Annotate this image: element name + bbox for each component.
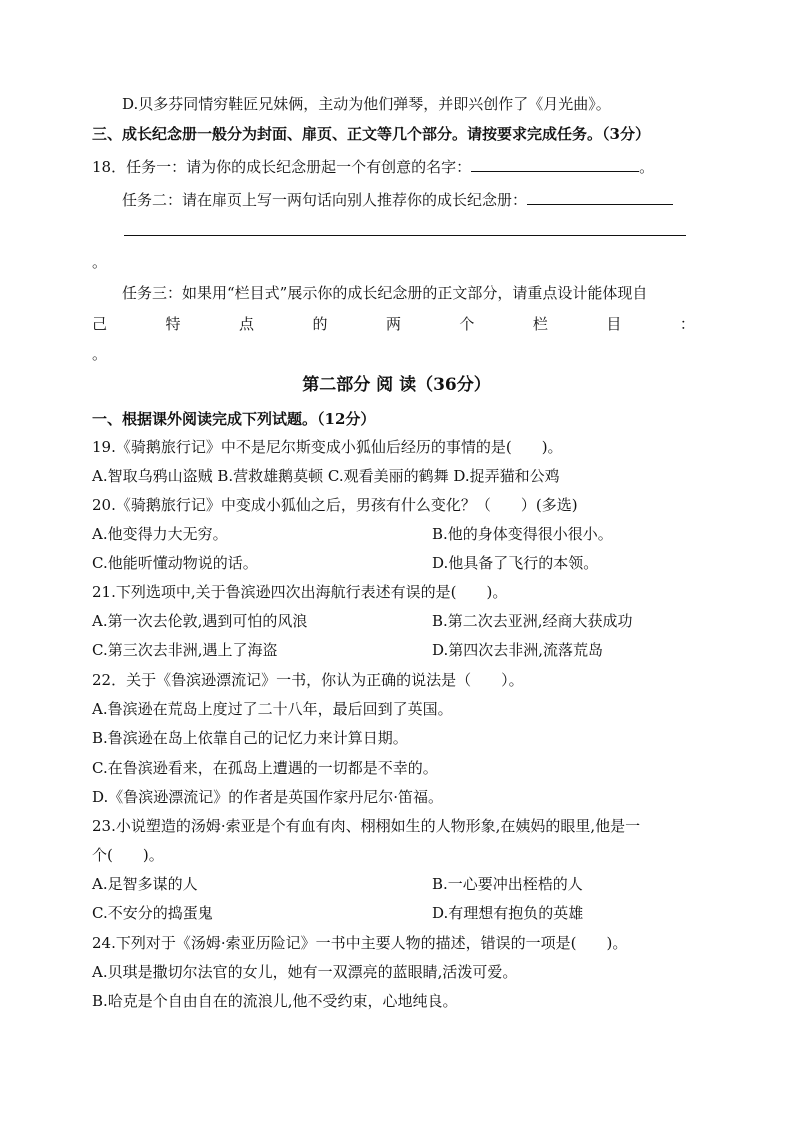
q21-option-a[interactable]: A.第一次去伦敦,遇到可怕的风浪 (92, 612, 308, 630)
q20-options-row1 (92, 524, 701, 544)
part2-title: 第二部分 阅 读（36分） (302, 375, 491, 395)
spread-char: 栏 (532, 315, 548, 333)
q21-option-b[interactable]: B.第二次去亚洲,经商大获成功 (432, 612, 633, 630)
spread-char: 目 (606, 315, 622, 333)
spread-char: 点 (238, 315, 254, 333)
q24-option-b[interactable]: B.哈克是个自由自在的流浪儿,他不受约束，心地纯良。 (92, 992, 458, 1010)
q22-option-a[interactable]: A.鲁滨逊在荒岛上度过了二十八年，最后回到了英国。 (92, 700, 453, 718)
spread-char: 己 (92, 315, 108, 333)
q20-option-b[interactable]: B.他的身体变得很小很小。 (432, 525, 613, 543)
q18-task2-answer-blank-2[interactable] (124, 235, 686, 236)
q21-option-d[interactable]: D.第四次去非洲,流落荒岛 (432, 641, 604, 659)
q20-option-d[interactable]: D.他具备了飞行的本领。 (432, 554, 599, 572)
q23-options-row2 (92, 903, 701, 923)
q18-task1 (92, 157, 701, 177)
q20-option-c[interactable]: C.他能听懂动物说的话。 (92, 554, 258, 572)
q18-task2-answer-blank-1[interactable] (527, 190, 673, 205)
q18-task2-prompt: 任务二：请在扉页上写一两句话向别人推荐你的成长纪念册： (122, 191, 528, 209)
q20-stem: 20.《骑鹅旅行记》中变成小狐仙之后，男孩有什么变化？（ ）(多选) (92, 496, 578, 514)
q18-task3-end: 。 (92, 345, 108, 363)
spread-char: 个 (459, 315, 475, 333)
q21-options-row2 (92, 640, 701, 660)
q23-option-c[interactable]: C.不安分的捣蛋鬼 (92, 904, 213, 922)
q18-task3-spread-line (92, 314, 695, 334)
q18-task3: 任务三：如果用“栏目式”展示你的成长纪念册的正文部分，请重点设计能体现自 (122, 284, 648, 302)
q18-task1-answer-blank[interactable] (471, 157, 639, 172)
q24-option-a[interactable]: A.贝琪是撒切尔法官的女儿，她有一双漂亮的蓝眼睛,活泼可爱。 (92, 963, 518, 981)
q22-stem: 22．关于《鲁滨逊漂流记》一书，你认为正确的说法是（ ）。 (92, 671, 524, 689)
q24-stem: 24.下列对于《汤姆·索亚历险记》一书中主要人物的描述，错误的一项是( )。 (92, 934, 628, 952)
q23-stem-line1: 23.小说塑造的汤姆·索亚是个有血有肉、栩栩如生的人物形象,在姨妈的眼里,他是一 (92, 817, 641, 835)
q20-options-row2 (92, 553, 701, 573)
q22-option-c[interactable]: C.在鲁滨逊看来，在孤岛上遭遇的一切都是不幸的。 (92, 759, 438, 777)
q23-option-d[interactable]: D.有理想有抱负的英雄 (432, 904, 584, 922)
q19-stem: 19.《骑鹅旅行记》中不是尼尔斯变成小狐仙后经历的事情的是( )。 (92, 438, 563, 456)
q21-stem: 21.下列选项中,关于鲁滨逊四次出海航行表述有误的是( )。 (92, 583, 508, 601)
q18-task1-prompt: 18．任务一：请为你的成长纪念册起一个有创意的名字： (92, 158, 472, 176)
q18-task2 (122, 190, 701, 210)
q21-options-row1 (92, 611, 701, 631)
q20-option-a[interactable]: A.他变得力大无穷。 (92, 525, 228, 543)
q18-task1-end: 。 (639, 158, 655, 176)
q17-option-d: D.贝多芬同情穷鞋匠兄妹俩，主动为他们弹琴，并即兴创作了《月光曲》。 (122, 95, 611, 113)
q19-options: A.智取乌鸦山盗贼 B.营救雄鹅莫顿 C.观看美丽的鹤舞 D.捉弄猫和公鸡 (92, 467, 560, 485)
spread-char: ： (679, 315, 695, 333)
spread-char: 特 (165, 315, 181, 333)
q23-option-b[interactable]: B.一心要冲出桎梏的人 (432, 875, 583, 893)
section3-heading: 三、成长纪念册一般分为封面、扉页、正文等几个部分。请按要求完成任务。（3分） (92, 125, 650, 143)
q23-options-row1 (92, 874, 701, 894)
q18-task2-end: 。 (92, 253, 108, 271)
q22-option-b[interactable]: B.鲁滨逊在岛上依靠自己的记忆力来计算日期。 (92, 729, 408, 747)
q23-option-a[interactable]: A.足智多谋的人 (92, 875, 198, 893)
q22-option-d[interactable]: D.《鲁滨逊漂流记》的作者是英国作家丹尼尔·笛福。 (92, 788, 444, 806)
spread-char: 两 (385, 315, 401, 333)
q21-option-c[interactable]: C.第三次去非洲,遇上了海盗 (92, 641, 278, 659)
section1-heading: 一、根据课外阅读完成下列试题。（12分） (92, 410, 376, 428)
q23-stem-line2: 个( )。 (92, 846, 164, 864)
spread-char: 的 (312, 315, 328, 333)
